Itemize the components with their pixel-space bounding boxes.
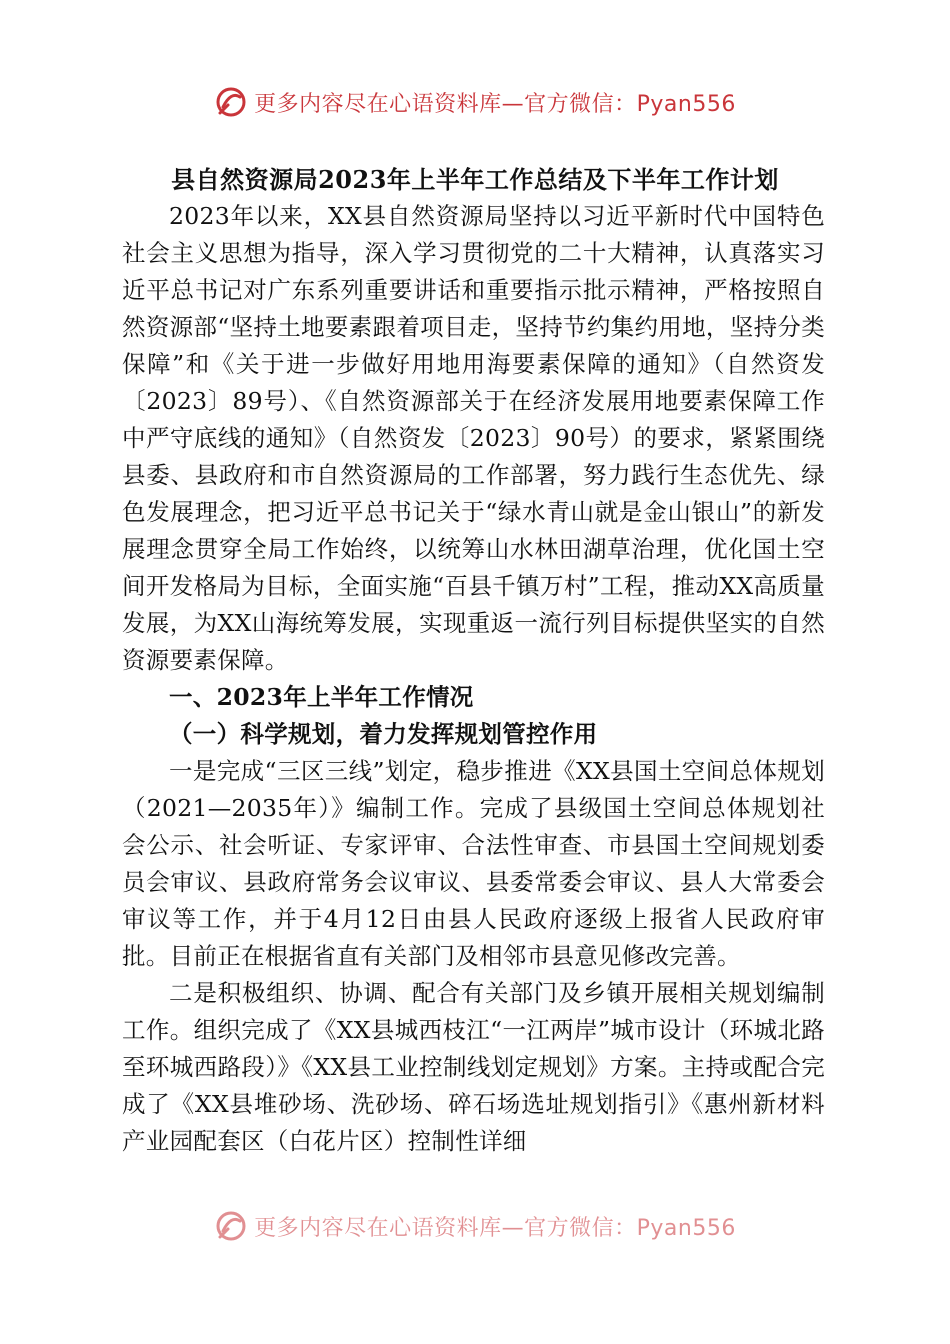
watermark-text: 更多内容尽在心语资料库—官方微信：Pyan556 bbox=[254, 1215, 736, 1241]
page-title: 县自然资源局2023年上半年工作总结及下半年工作计划 bbox=[171, 165, 779, 194]
body-paragraph-2: 二是积极组织、协调、配合有关部门及乡镇开展相关规划编制工作。组织完成了《XX县城西枝江“一江两岸”城市设计（环城北路至环城西路段）》《XX县工业控制线划定规划》方案。主持或配合完成了《XX县堆砂场、洗砂场、碎石场选址规划指引》《惠州新材料产业园配套区（白花片区）控制性详细 bbox=[122, 979, 825, 1155]
body-paragraph-1: 一是完成“三区三线”划定，稳步推进《XX县国土空间总体规划（2021—2035年）》编制工作。完成了县级国土空间总体规划社会公示、社会听证、专家评审、合法性审查、市县国土空间规划委员会审议、县政府常务会议审议、县委常委会审议、县人大常委会审议等工作，并于4月12日由县人民政府逐级上报省人民政府审批。目前正在根据省直有关部门及相邻市县意见修改完善。 bbox=[122, 757, 825, 970]
watermark-header bbox=[0, 82, 950, 122]
subsection-heading: （一）科学规划，着力发挥规划管控作用 bbox=[169, 720, 598, 748]
intro-paragraph: 2023年以来，XX县自然资源局坚持以习近平新时代中国特色社会主义思想为指导，深入学习贯彻党的二十大精神，认真落实习近平总书记对广东系列重要讲话和重要指示批示精神，严格按照自然资源部“坚持土地要素跟着项目走，坚持节约集约用地，坚持分类保障”和《关于进一步做好用地用海要素保障的通知》（自然资发〔2023〕89号）、《自然资源部关于在经济发展用地要素保障工作中严守底线的通知》（自然资发〔2023〕90号）的要求，紧紧围绕县委、县政府和市自然资源局的工作部署，努力践行生态优先、绿色发展理念，把习近平总书记关于“绿水青山就是金山银山”的新发展理念贯穿全局工作始终，以统筹山水林田湖草治理，优化国土空间开发格局为目标，全面实施“百县千镇万村”工程，推动XX高质量发展，为XX山海统筹发展，实现重返一流行列目标提供坚实的自然资源要素保障。 bbox=[122, 202, 825, 674]
watermark-footer bbox=[0, 1206, 950, 1246]
watermark-text: 更多内容尽在心语资料库—官方微信：Pyan556 bbox=[254, 91, 736, 117]
section-heading: 一、2023年上半年工作情况 bbox=[169, 683, 474, 711]
watermark-logo-icon bbox=[214, 1209, 248, 1243]
document-body bbox=[122, 198, 825, 1160]
watermark-logo-icon bbox=[214, 85, 248, 119]
